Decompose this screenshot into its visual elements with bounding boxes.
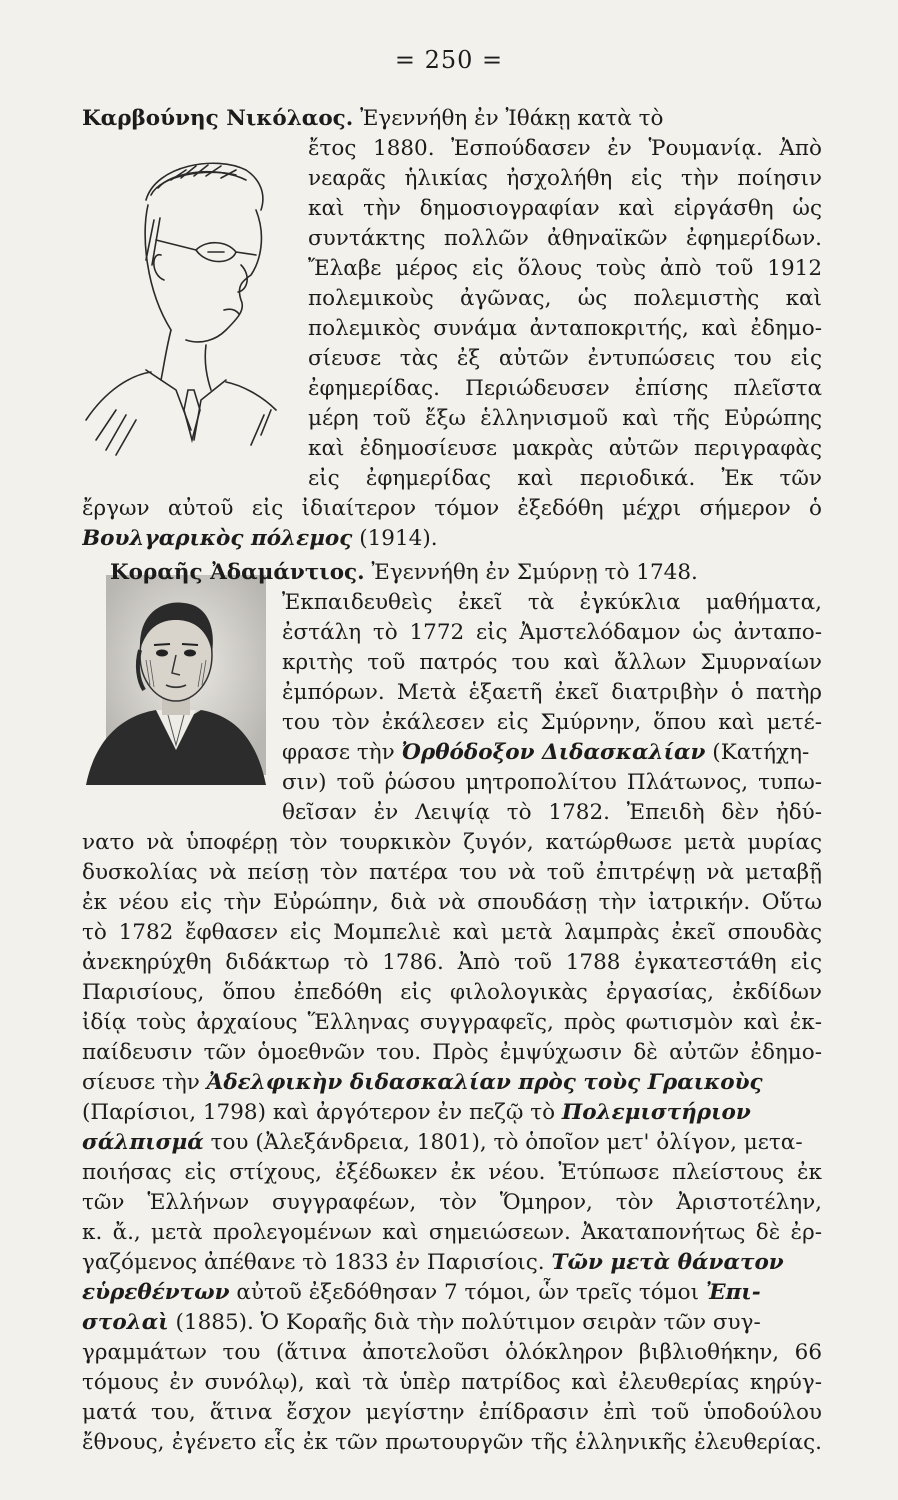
entry1-line-4: συντάκτης πολλῶν ἀθηναϊκῶν ἐφημερίδων. — [308, 226, 822, 251]
entry1-line-7: πολεμικὸς συνάμα ἀνταποκριτής, καὶ ἐδημο- — [308, 316, 822, 341]
entry1-line-10: μέρη τοῦ ἔξω ἑλληνισμοῦ καὶ τῆς Εὐρώπης — [308, 406, 822, 431]
entry2-line-21: τῶν Ἑλλήνων συγγραφέων, τὸν Ὅμηρον, τὸν Ἀριστοτέλην, — [82, 1190, 822, 1215]
entry2-line-18: (Παρίσιοι, 1798) καὶ ἀργότερον ἐν πεζῷ τὸ Πολεμιστήριον — [82, 1100, 751, 1125]
war-trumpet-title-a: Πολεμιστήριον — [561, 1100, 751, 1125]
entry2-line-13: ἀνεκηρύχθη διδάκτωρ τὸ 1786. Ἀπὸ τοῦ 1788 ἐγκατεστάθη εἰς — [82, 950, 822, 975]
entry2-line-23: γαζόμενος ἀπέθανε τὸ 1833 ἐν Παρισίοις. Τῶν μετὰ θάνατον — [82, 1250, 784, 1275]
letters-title-b: στολαὶ — [82, 1310, 169, 1335]
posthumous-title-a: Τῶν μετὰ θάνατον — [551, 1250, 784, 1275]
war-trumpet-title-b: σάλπισμά — [82, 1130, 204, 1155]
entry1-line-12: εἰς ἐφημερίδας καὶ περιοδικά. Ἐκ τῶν — [308, 466, 822, 491]
entry2-line-26: γραμμάτων του (ἅτινα ἀποτελοῦσι ὁλόκληρον βιβλιοθήκην, 66 — [82, 1340, 822, 1365]
entry2-line-11: ἐκ νέου εἰς τὴν Εὐρώπην, διὰ νὰ σπουδάσῃ τὴν ἰατρικήν. Οὕτω — [82, 890, 822, 915]
entry2-line-4: ἐμπόρων. Μετὰ ἑξαετῆ ἐκεῖ διατριβὴν ὁ πατὴρ — [282, 680, 822, 705]
entry2-line-16: παίδευσιν τῶν ὁμοεθνῶν του. Πρὸς ἐμψύχωσιν δὲ αὐτῶν ἐδημο- — [82, 1040, 822, 1065]
entry2-line-1: Ἐκπαιδευθεὶς ἐκεῖ τὰ ἐγκύκλια μαθήματα, — [282, 590, 822, 615]
entry1-book-title: Βουλγαρικὸς πόλεμος — [82, 526, 353, 551]
entry2-line-14: Παρισίους, ὅπου ἐπεδόθη εἰς φιλολογικὰς ἐργασίας, ἐκδίδων — [82, 980, 822, 1005]
entry1-name: Καρβούνης Νικόλαος. — [82, 106, 354, 131]
entry2-line-22: κ. ἄ., μετὰ προλεγομένων καὶ σημειώσεων. Ἀκαταπονήτως δὲ ἐρ- — [82, 1220, 822, 1245]
entry1-line-11: καὶ ἐδημοσίευσε μακρὰς αὐτῶν περιγραφὰς — [308, 436, 822, 461]
entry2-line-8: θεῖσαν ἐν Λειψίᾳ τὸ 1782. Ἐπειδὴ δὲν ἠδύ- — [282, 800, 822, 825]
entry2-line-15: ἰδίᾳ τοὺς ἀρχαίους Ἕλληνας συγγραφεῖς, πρὸς φωτισμὸν καὶ ἐκ- — [82, 1010, 822, 1035]
entry2-line-9: νατο νὰ ὑποφέρῃ τὸν τουρκικὸν ζυγόν, κατώρθωσε μετὰ μυρίας — [82, 830, 822, 855]
entry1-line-2: νεαρᾶς ἡλικίας ἠσχολήθη εἰς τὴν ποίησιν — [308, 166, 822, 191]
entry2-line-25: στολαὶ (1885). Ὁ Κοραῆς διὰ τὴν πολύτιμον σειρὰν τῶν συγ- — [82, 1310, 761, 1335]
portrait-karvounis — [76, 140, 306, 470]
entry2-line-7: σιν) τοῦ ῥώσου μητροπολίτου Πλάτωνος, τυπω- — [282, 770, 822, 795]
portrait-korais — [76, 575, 276, 785]
page-number: = 250 = — [394, 46, 504, 74]
entry2-line-10: δυσκολίας νὰ πείσῃ τὸν πατέρα του νὰ τοῦ ἐπιτρέψῃ νὰ μεταβῇ — [82, 860, 822, 885]
entry1-line-5: Ἔλαβε μέρος εἰς ὅλους τοὺς ἀπὸ τοῦ 1912 — [308, 256, 822, 281]
entry2-line-29: ἔθνους, ἐγένετο εἷς ἐκ τῶν πρωτουργῶν τῆς ἑλληνικῆς ἐλευθερίας. — [82, 1430, 822, 1455]
orthodox-teaching-title: Ὀρθόδοξον Διδασκαλίαν — [401, 740, 706, 765]
entry2-line-20: ποιήσας εἰς στίχους, ἐξέδωκεν ἐκ νέου. Ἐτύπωσε πλείστους ἐκ — [82, 1160, 822, 1185]
entry2-line-3: κριτὴς τοῦ πατρός του καὶ ἄλλων Σμυρναίων — [282, 650, 822, 675]
entry2-line-27: τόμους ἐν συνόλῳ), καὶ τὰ ὑπὲρ πατρίδος καὶ ἐλευθερίας κηρύγ- — [82, 1370, 822, 1395]
entry2-line-17: σίευσε τὴν Ἀδελφικὴν διδασκαλίαν πρὸς τοὺς Γραικοὺς — [82, 1070, 763, 1095]
entry1-line-6: πολεμικοὺς ἀγῶνας, ὡς πολεμιστὴς καὶ — [308, 286, 822, 311]
entry1-line-0 — [82, 104, 822, 134]
entry1-line-9: ἐφημερίδας. Περιώδευσεν ἐπίσης πλεῖστα — [308, 376, 822, 401]
entry1-line-13: ἔργων αὐτοῦ εἰς ἰδιαίτερον τόμον ἐξεδόθη μέχρι σήμερον ὁ — [82, 496, 822, 521]
entry2-line-24: εὑρεθέντων αὐτοῦ ἐξεδόθησαν 7 τόμοι, ὧν τρεῖς τόμοι Ἐπι- — [82, 1280, 761, 1305]
posthumous-title-b: εὑρεθέντων — [82, 1280, 230, 1305]
entry2-line-5: του τὸν ἐκάλεσεν εἰς Σμύρνην, ὅπου καὶ μετέ- — [282, 710, 822, 735]
entry2-line-6: φρασε τὴν Ὀρθόδοξον Διδασκαλίαν (Κατήχη- — [282, 740, 810, 765]
entry2-line-0: Κοραῆς Ἀδαμάντιος. Ἐγεννήθη ἐν Σμύρνῃ τὸ 1748. — [110, 560, 698, 585]
entry2-line-28: ματά του, ἅτινα ἔσχον μεγίστην ἐπίδρασιν ἐπὶ τοῦ ὑποδούλου — [82, 1400, 822, 1425]
entry1-line-1: ἔτος 1880. Ἐσπούδασεν ἐν Ῥουμανίᾳ. Ἀπὸ — [308, 136, 822, 161]
entry2-line-19: σάλπισμά του (Ἀλεξάνδρεια, 1801), τὸ ὁποῖον μετ' ὀλίγον, μετα- — [82, 1130, 803, 1155]
entry2-line-2: ἐστάλη τὸ 1772 εἰς Ἀμστελόδαμον ὡς ἀνταπο- — [282, 620, 822, 645]
letters-title-a: Ἐπι- — [705, 1280, 761, 1305]
brotherly-teaching-title: Ἀδελφικὴν διδασκαλίαν πρὸς τοὺς Γραικοὺς — [206, 1070, 763, 1095]
entry1-line-8: σίευσε τὰς ἐξ αὐτῶν ἐντυπώσεις του εἰς — [308, 346, 822, 371]
entry1-line-0-text: Ἐγεννήθη ἐν Ἰθάκῃ κατὰ τὸ — [360, 106, 664, 131]
entry2-line-12: τὸ 1782 ἔφθασεν εἰς Μομπελιὲ καὶ μετὰ λαμπρὰς ἐκεῖ σπουδὰς — [82, 920, 822, 945]
entry1-line-14: Βουλγαρικὸς πόλεμος (1914). — [82, 526, 438, 551]
entry1-line-3: καὶ τὴν δημοσιογραφίαν καὶ εἰργάσθη ὡς — [308, 196, 822, 221]
entry2-name: Κοραῆς Ἀδαμάντιος. — [110, 560, 365, 585]
